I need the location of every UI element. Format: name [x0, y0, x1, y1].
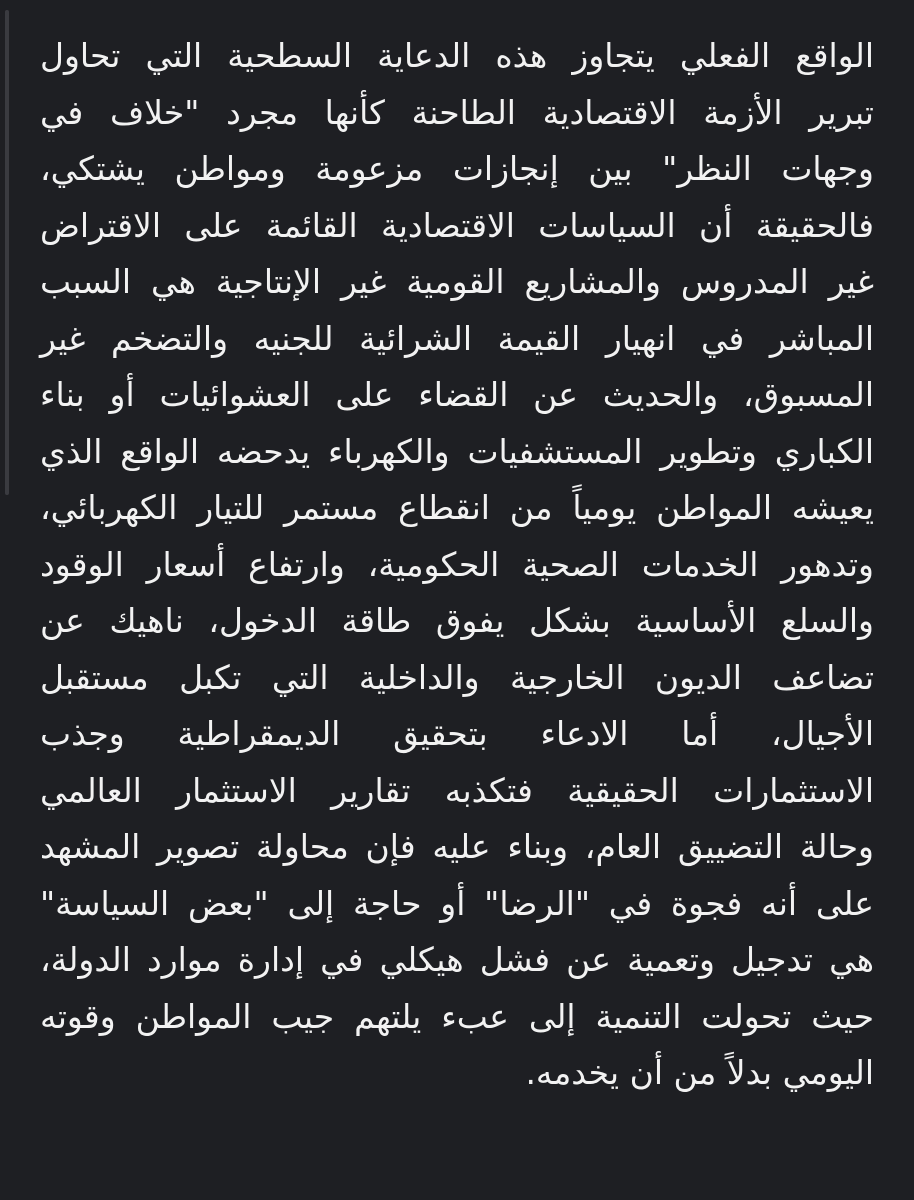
text-line: حيث تحولت التنمية إلى عبء يلتهم جيب المواطن وقوته: [40, 996, 874, 1036]
text-line: الأجيال، أما الادعاء بتحقيق الديمقراطية وجذب: [40, 714, 874, 753]
text-line: وجهات النظر" بين إنجازات مزعومة ومواطن يشتكي،: [40, 149, 874, 188]
text-line: وحالة التضييق العام، وبناء عليه فإن محاولة تصوير المشهد: [40, 827, 874, 866]
text-line: الواقع الفعلي يتجاوز هذه الدعاية السطحية التي تحاول: [40, 36, 874, 75]
text-line: هي تدجيل وتعمية عن فشل هيكلي في إدارة موارد الدولة،: [40, 940, 874, 979]
text-line: المباشر في انهيار القيمة الشرائية للجنيه والتضخم غير: [40, 318, 874, 358]
text-line: تضاعف الديون الخارجية والداخلية التي تكبل مستقبل: [40, 657, 874, 697]
text-line: يعيشه المواطن يومياً من انقطاع مستمر للتيار الكهربائي،: [40, 488, 874, 527]
text-line: وتدهور الخدمات الصحية الحكومية، وارتفاع أسعار الوقود: [40, 544, 874, 584]
text-line: المسبوق، والحديث عن القضاء على العشوائيات أو بناء: [40, 375, 874, 414]
post-text: [40, 28, 874, 1102]
text-line: تبرير الأزمة الاقتصادية الطاحنة كأنها مجرد "خلاف في: [40, 92, 874, 132]
text-line: غير المدروس والمشاريع القومية غير الإنتاجية هي السبب: [40, 262, 874, 301]
text-line: الكباري وتطوير المستشفيات والكهرباء يدحضه الواقع الذي: [40, 431, 874, 471]
scroll-indicator[interactable]: [5, 10, 9, 495]
text-line: الاستثمارات الحقيقية فتكذبه تقارير الاستثمار العالمي: [40, 770, 874, 810]
text-line: فالحقيقة أن السياسات الاقتصادية القائمة على الاقتراض: [40, 205, 874, 245]
text-line: على أنه فجوة في "الرضا" أو حاجة إلى "بعض السياسة": [40, 883, 874, 923]
text-line: اليومي بدلاً من أن يخدمه.: [525, 1053, 874, 1092]
text-line: والسلع الأساسية بشكل يفوق طاقة الدخول، ناهيك عن: [40, 601, 874, 640]
